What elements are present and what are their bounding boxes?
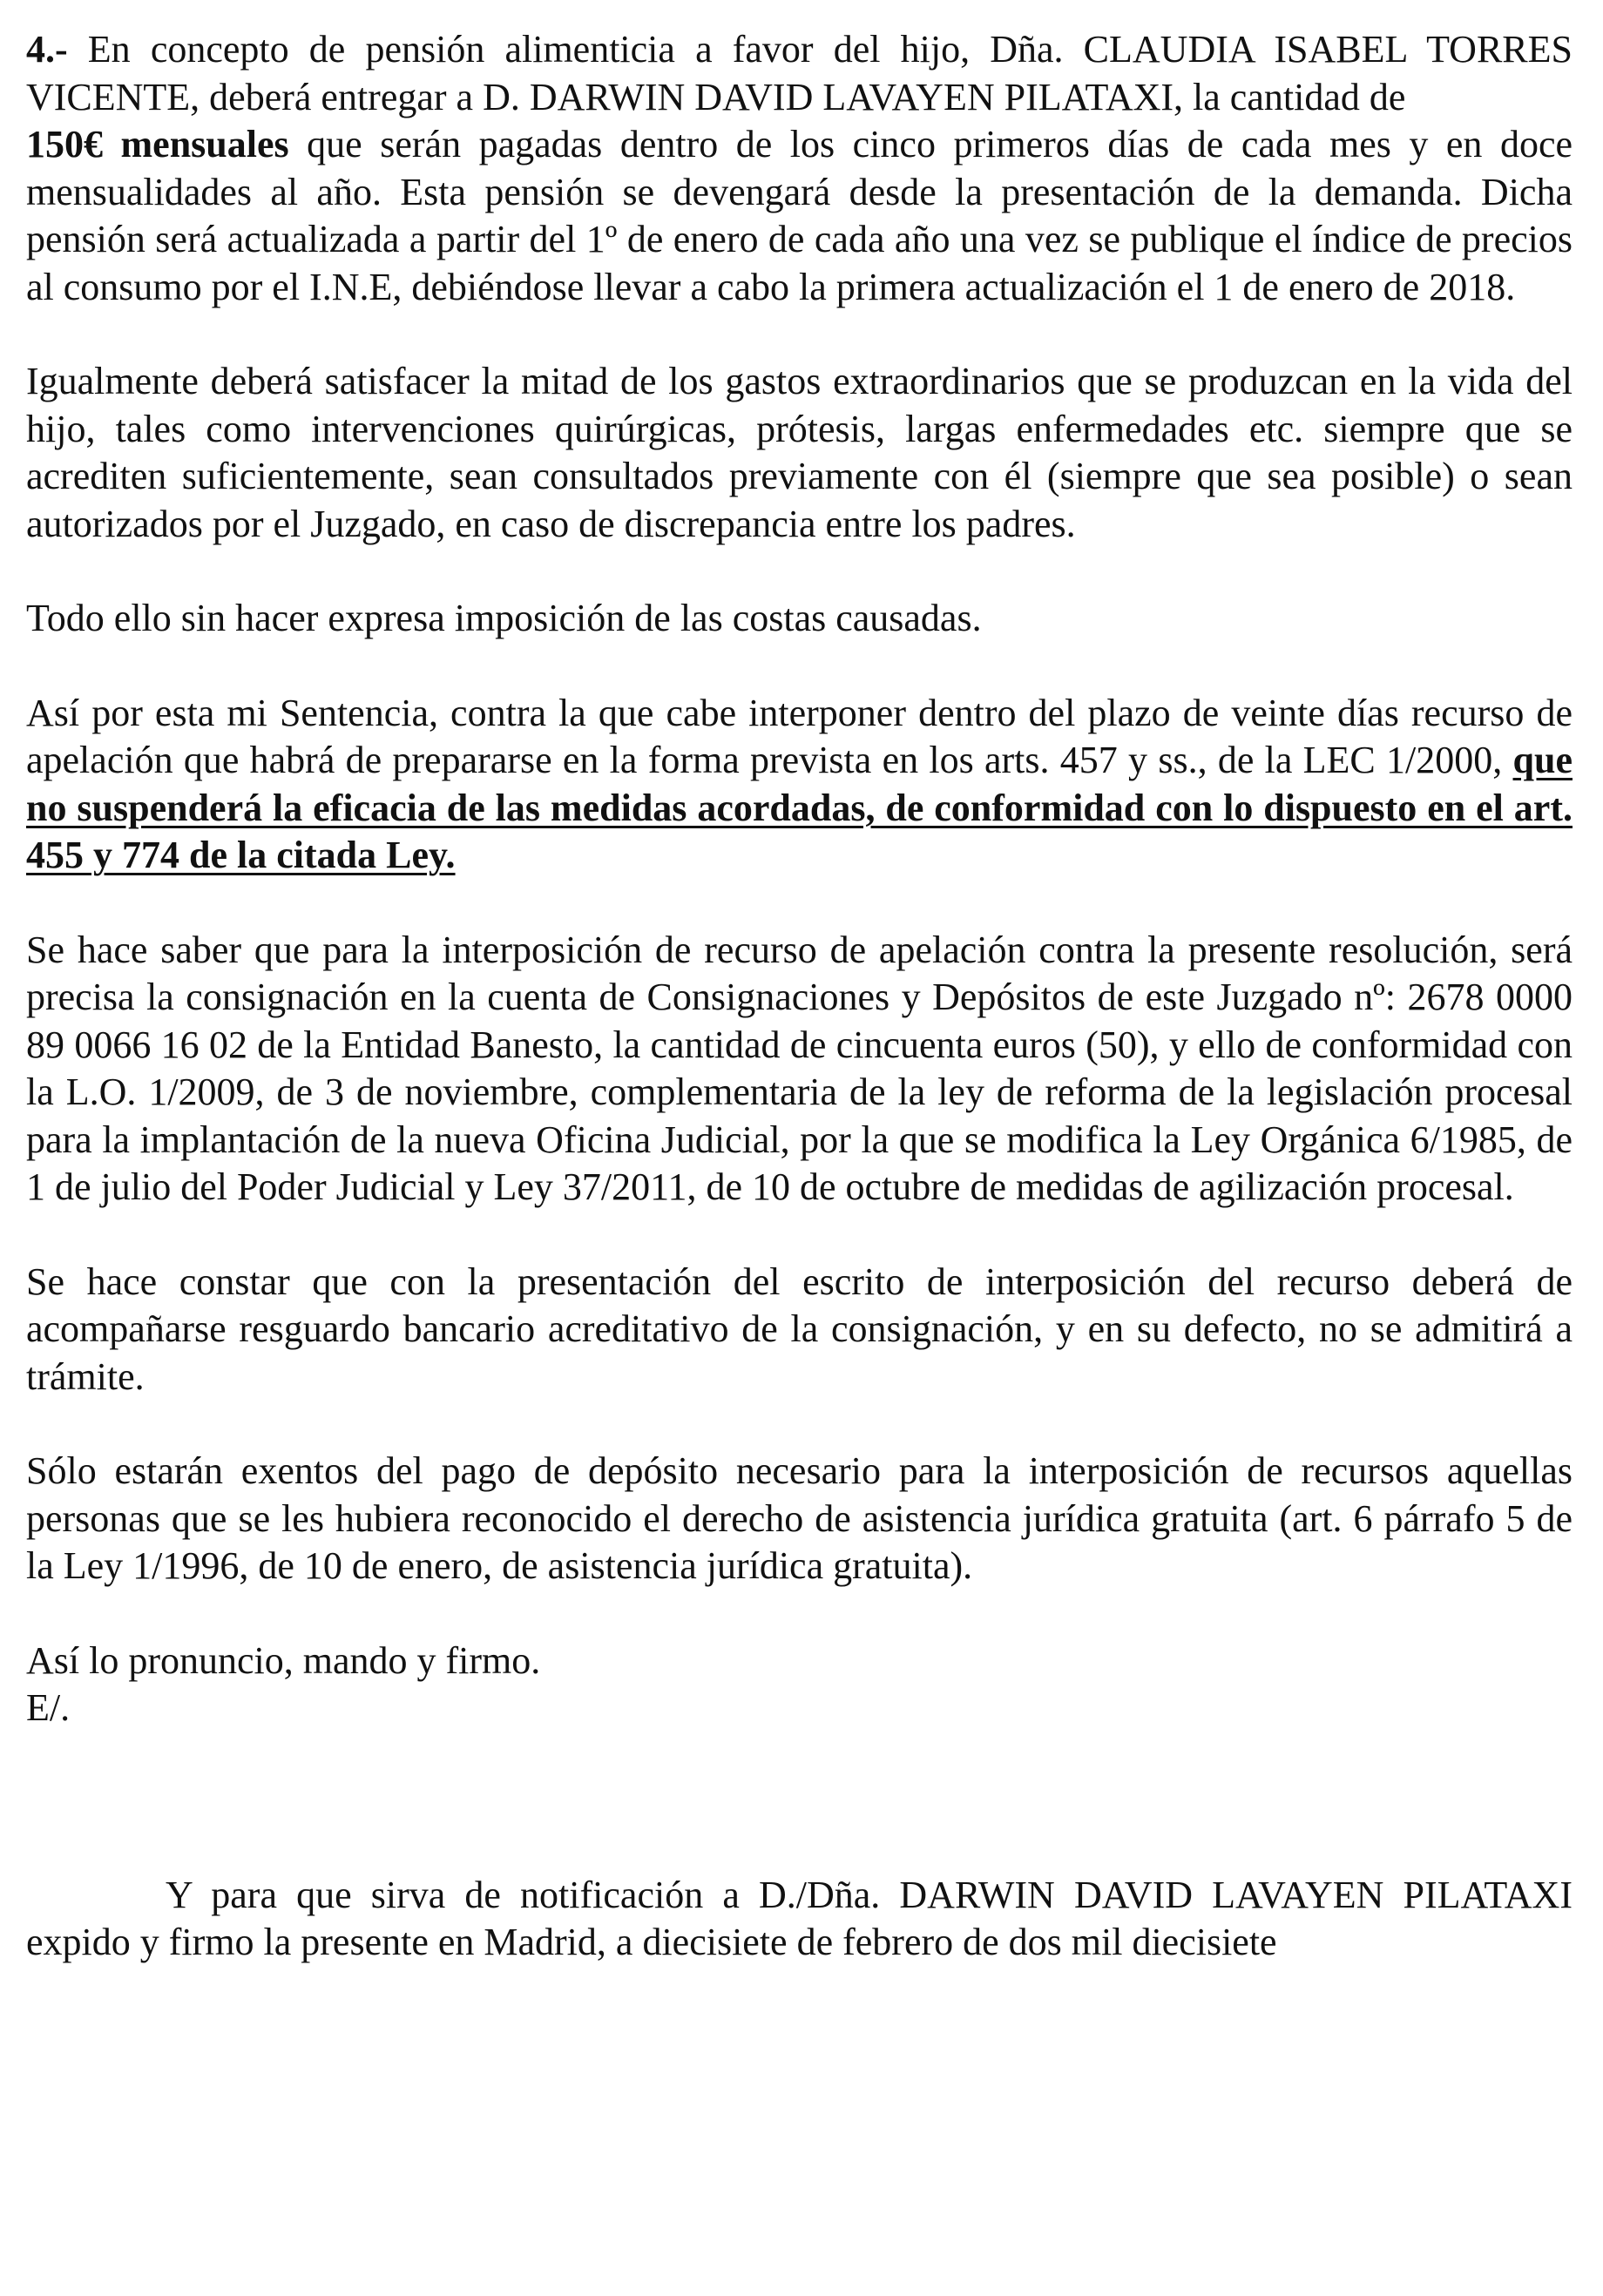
section-number: 4.- — [26, 28, 68, 71]
document-page — [26, 26, 1573, 1967]
pension-amount: 150€ mensuales — [26, 123, 289, 165]
signature-mark: E/. — [26, 1686, 71, 1729]
paragraph-costs: Todo ello sin hacer expresa imposición de las costas causadas. — [26, 597, 982, 639]
appeal-underlined-text: que no suspenderá la eficacia de las medidas acordadas, de conformidad con lo dispuesto en el art. 455 y 774 de la citada Ley. — [26, 739, 1573, 876]
appeal-text: Así por esta mi Sentencia, contra la que cabe interponer dentro del plazo de veinte días recurso de apelación que habrá de prepararse en la forma prevista en los arts. 457 y ss., de la LEC 1/2000, — [26, 691, 1573, 781]
paragraph-bank-receipt: Se hace constar que con la presentación del escrito de interposición del recurso deberá de acompañarse resguardo bancario acreditativo de la consignación, y en su defecto, no se admitirá a trámite. — [26, 1259, 1573, 1398]
paragraph-notification: Y para que sirva de notificación a D./Dña. DARWIN DAVID LAVAYEN PILATAXI expido y firmo la presente en Madrid, a diecisiete de febrero de dos mil diecisiete — [26, 1873, 1573, 1963]
paragraph-appeal — [26, 690, 1573, 880]
paragraph-pension — [26, 26, 1573, 311]
pension-terms: que serán pagadas dentro de los cinco primeros días de cada mes y en doce mensualidades al año. Esta pensión se devengará desde la presentación de la demanda. Dicha pensión será actualizada a partir del 1º de enero de cada año una vez se publique el índice de precios al consumo por el I.N.E, debiéndose llevar a cabo la primera actualización el 1 de enero de 2018. — [26, 123, 1573, 308]
paragraph-exemptions: Sólo estarán exentos del pago de depósito necesario para la interposición de recursos aquellas personas que se les hubiera reconocido el derecho de asistencia jurídica gratuita (art. 6 párrafo 5 de la Ley 1/1996, de 10 de enero, de asistencia jurídica gratuita). — [26, 1449, 1573, 1587]
pension-intro: En concepto de pensión alimenticia a favor del hijo, Dña. CLAUDIA ISABEL TORRES VICENTE, deberá entregar a D. DARWIN DAVID LAVAYEN PILATAXI, la cantidad de — [26, 28, 1573, 118]
paragraph-extraordinary-expenses: Igualmente deberá satisfacer la mitad de los gastos extraordinarios que se produzcan en la vida del hijo, tales como intervenciones quirúrgicas, prótesis, largas enfermedades etc. siempre que se acrediten suficientemente, sean consultados previamente con él (siempre que sea posible) o sean autorizados por el Juzgado, en caso de discrepancia entre los padres. — [26, 360, 1573, 545]
paragraph-pronouncement — [26, 1638, 1573, 1732]
paragraph-deposit: Se hace saber que para la interposición de recurso de apelación contra la presente resolución, será precisa la consignación en la cuenta de Consignaciones y Depósitos de este Juzgado nº: 2678 0000 89 0066 16 02 de la Entidad Banesto, la cantidad de cincuenta euros (50), y ello de conformidad con la L.O. 1/2009, de 3 de noviembre, complementaria de la ley de reforma de la legislación procesal para la implantación de la nueva Oficina Judicial, por la que se modifica la Ley Orgánica 6/1985, de 1 de julio del Poder Judicial y Ley 37/2011, de 10 de octubre de medidas de agilización procesal. — [26, 928, 1573, 1208]
pronouncement-line: Así lo pronuncio, mando y firmo. — [26, 1638, 541, 1682]
